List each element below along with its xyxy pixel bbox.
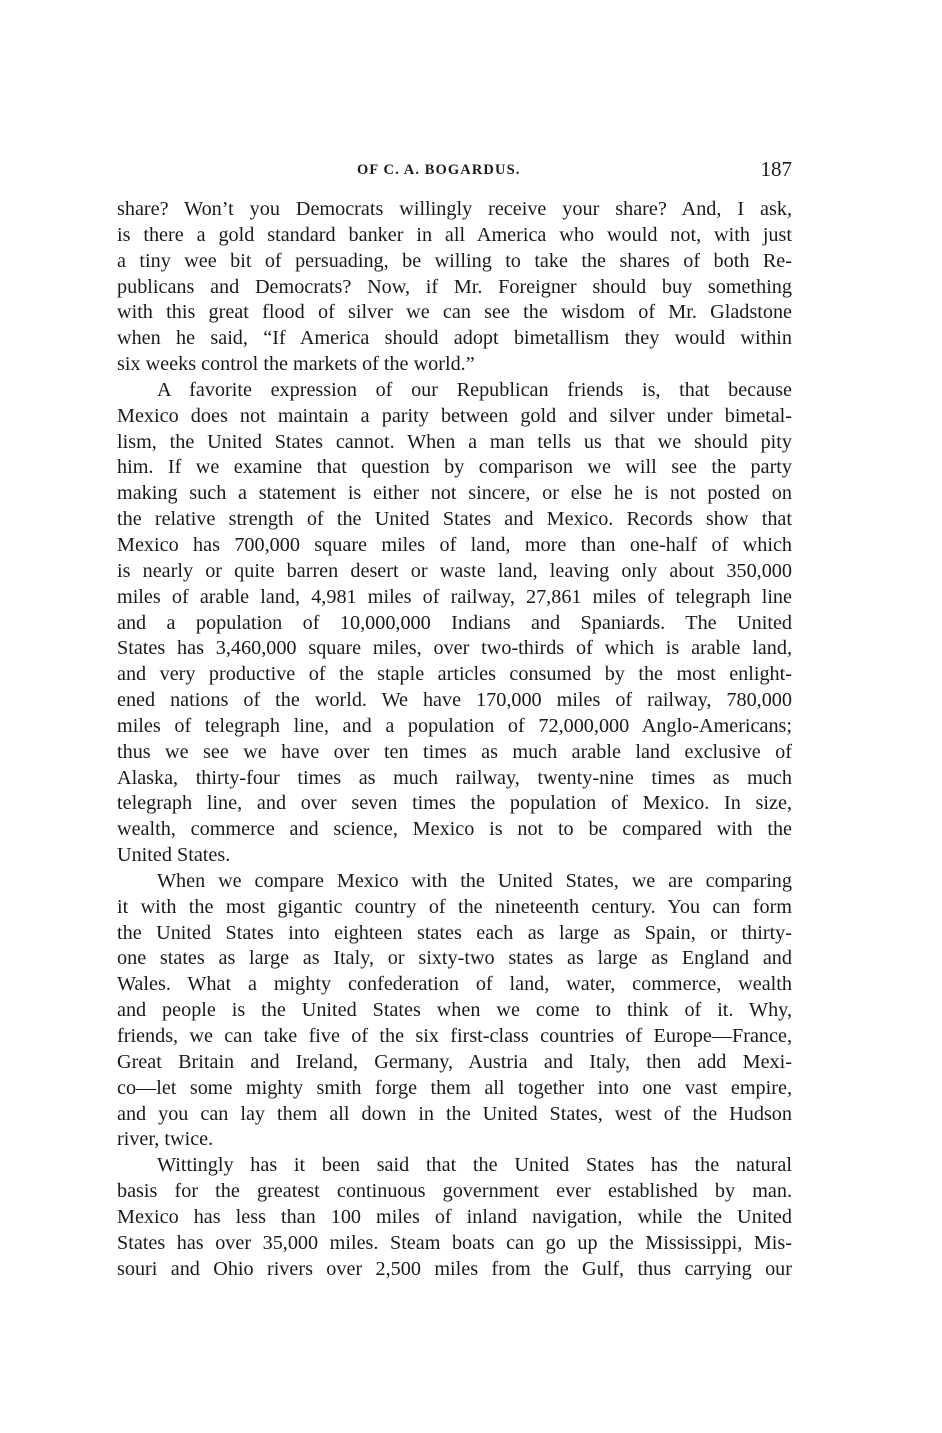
text-line: telegraph line, and over seven times the population of Mexico. In size,	[117, 792, 792, 815]
body-text	[117, 197, 792, 1282]
text-line: basis for the greatest continuous government ever established by man.	[117, 1180, 792, 1203]
text-line: it with the most gigantic country of the nineteenth century. You can form	[117, 895, 792, 918]
text-line: the United States into eighteen states each as large as Spain, or thirty-	[117, 921, 792, 944]
running-head: OF C. A. BOGARDUS.	[357, 162, 521, 178]
text-line: and people is the United States when we come to think of it. Why,	[117, 999, 792, 1022]
text-line: friends, we can take five of the six first-class countries of Europe—France,	[117, 1025, 792, 1047]
text-line: Mexico does not maintain a parity between gold and silver under bimetal-	[117, 404, 792, 427]
text-line: making such a statement is either not sincere, or else he is not posted on	[117, 482, 792, 505]
text-line: and you can lay them all down in the United States, west of the Hudson	[117, 1102, 792, 1125]
text-line: with this great flood of silver we can see the wisdom of Mr. Gladstone	[117, 301, 792, 324]
text-line: A favorite expression of our Republican friends is, that because	[157, 378, 792, 401]
text-line: Wittingly has it been said that the United States has the natural	[157, 1154, 792, 1177]
text-line: one states as large as Italy, or sixty-two states as large as England and	[117, 947, 792, 970]
text-line: souri and Ohio rivers over 2,500 miles from the Gulf, thus carrying our	[117, 1257, 792, 1280]
text-line: Wales. What a mighty confederation of land, water, commerce, wealth	[117, 973, 792, 996]
text-line: publicans and Democrats? Now, if Mr. Foreigner should buy something	[117, 275, 792, 298]
text-line: States has over 35,000 miles. Steam boats can go up the Mississippi, Mis-	[117, 1231, 792, 1254]
text-line: and very productive of the staple articles consumed by the most enlight-	[117, 663, 792, 686]
text-line: States has 3,460,000 square miles, over two-thirds of which is arable land,	[117, 637, 792, 660]
text-line: United States.	[117, 844, 231, 867]
text-line: when he said, “If America should adopt bimetallism they would within	[117, 327, 792, 350]
text-line: river, twice.	[117, 1128, 214, 1151]
page-number: 187	[760, 157, 792, 181]
text-line: is there a gold standard banker in all America who would not, with just	[117, 223, 792, 246]
text-line: miles of telegraph line, and a population of 72,000,000 Anglo-Americans;	[117, 714, 792, 737]
text-line: co—let some mighty smith forge them all together into one vast empire,	[117, 1076, 792, 1099]
text-line: Mexico has 700,000 square miles of land, more than one-half of which	[117, 533, 792, 556]
text-line: six weeks control the markets of the world.”	[117, 353, 475, 376]
text-line: and a population of 10,000,000 Indians and Spaniards. The United	[117, 611, 792, 634]
page-header	[117, 157, 792, 187]
text-line: a tiny wee bit of persuading, be willing to take the shares of both Re-	[117, 249, 792, 272]
text-line: ened nations of the world. We have 170,000 miles of railway, 780,000	[117, 689, 792, 712]
text-line: thus we see we have over ten times as much arable land exclusive of	[117, 740, 792, 763]
text-line: Great Britain and Ireland, Germany, Austria and Italy, then add Mexi-	[117, 1050, 792, 1073]
text-line: lism, the United States cannot. When a man tells us that we should pity	[117, 430, 792, 453]
text-line: Alaska, thirty-four times as much railway, twenty-nine times as much	[117, 766, 792, 789]
text-line: share? Won’t you Democrats willingly receive your share? And, I ask,	[117, 198, 792, 220]
text-line: Mexico has less than 100 miles of inland navigation, while the United	[117, 1205, 792, 1228]
text-line: When we compare Mexico with the United States, we are comparing	[157, 869, 792, 892]
text-line: wealth, commerce and science, Mexico is not to be compared with the	[117, 818, 792, 841]
text-line: is nearly or quite barren desert or waste land, leaving only about 350,000	[117, 559, 792, 582]
text-line: miles of arable land, 4,981 miles of railway, 27,861 miles of telegraph line	[117, 585, 792, 608]
text-line: him. If we examine that question by comparison we will see the party	[117, 456, 792, 479]
text-line: the relative strength of the United States and Mexico. Records show that	[117, 508, 792, 531]
